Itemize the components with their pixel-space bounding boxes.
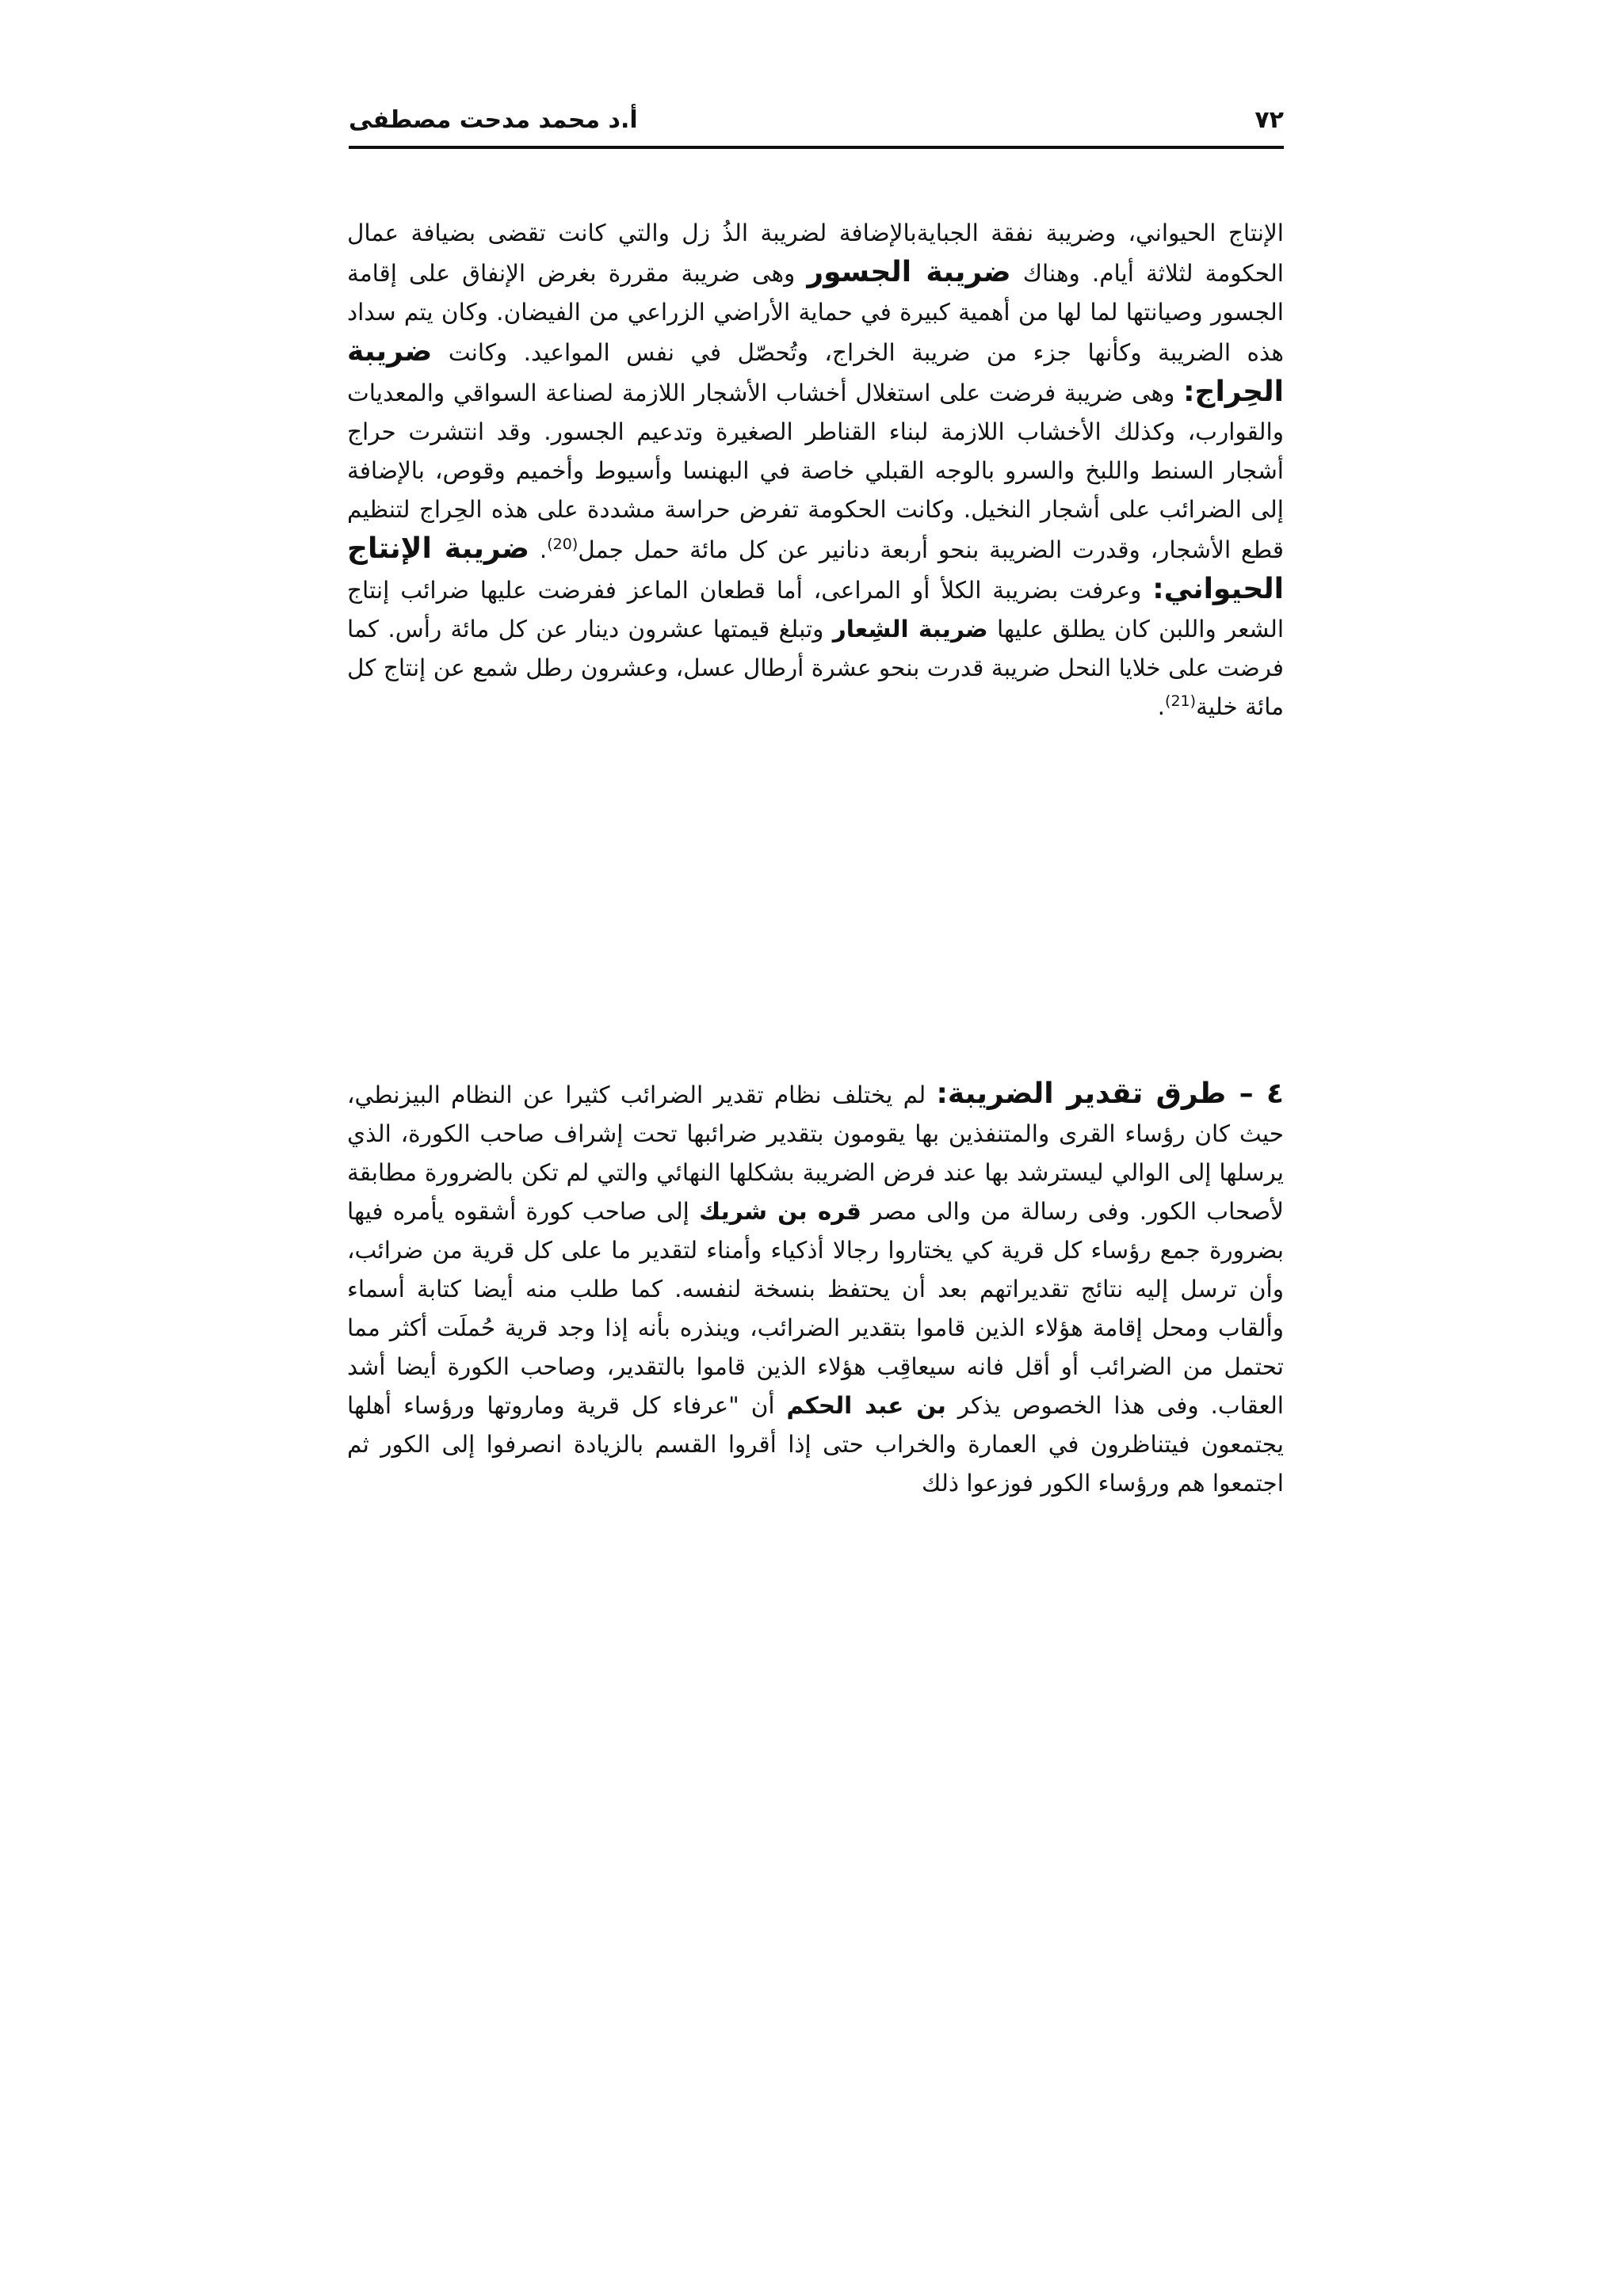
paragraph-tax-assessment xyxy=(347,1074,1284,1503)
text-run: إلى صاحب كورة أشقوه يأمره فيها بضرورة جمع رؤساء كل قرية كي يختاروا رجالا أذكياء وأمناء لتقدير ما على كل قرية من ضرائب، وأن ترسل إليه نتائج تقديراتهم بعد أن يحتفظ بنسخة لنفسه. كما طلب منه أيضا كتابة أسماء وألقاب ومحل إقامة هؤلاء الذين قاموا بتقدير الضرائب، وينذره بأنه إذا وجد قرية حُملَت أكثر مما تحتمل من الضرائب أو أقل فانه سيعاقِب هؤلاء الذين قاموا بالتقدير، وصاحب الكورة أيضا أشد العقاب. وفى هذا الخصوص يذكر xyxy=(347,1198,1284,1419)
text-run: لم يختلف نظام تقدير الضرائب كثيرا عن النظام البيزنطي، حيث كان رؤساء القرى والمتنفذين بها يقومون بتقدير ضرائبها تحت إشراف صاحب الكورة، الذي يرسلها إلى الوالي ليسترشد بها عند فرض الضريبة بشكلها النهائي والتي لم تكن بالضرورة مطابقة لأصحاب الكور. وفى رسالة من والى مصر xyxy=(347,1081,1284,1225)
text-run: أن "عرفاء كل قرية وماروتها ورؤساء أهلها يجتمعون فيتناظرون في العمارة والخراب حتى إذا أقروا القسم بالزيادة انصرفوا إلى الكور ثم اجتمعوا هم ورؤساء الكور فوزعوا ذلك xyxy=(347,1392,1284,1497)
page-number: ٧٢ xyxy=(1254,106,1284,134)
paragraph-tax-types xyxy=(347,214,1284,727)
term-hair-tax: ضريبة الشِعار xyxy=(832,616,988,643)
running-header-author: أ.د محمد مدحت مصطفى xyxy=(349,106,638,134)
text-run: الإنتاج الحيواني، وضريبة نفقة الجبايةبالإضافة لضريبة الذُ زل والتي كانت تقضى بضيافة عمال الحكومة لثلاثة أيام. وهناك xyxy=(347,219,1284,287)
term-forest-tax: ضريبة الحِراج: xyxy=(347,335,1284,408)
text-run: وتبلغ قيمتها عشرون دينار عن كل مائة رأس. كما فرضت على خلايا النحل ضريبة قدرت بنحو عشرة أرطال عسل، وعشرون رطل شمع عن إنتاج كل مائة خلية xyxy=(347,616,1284,720)
running-header xyxy=(349,97,1284,144)
footnote-ref-20: (20) xyxy=(547,536,579,554)
term-livestock-tax: ضريبة الإنتاج الحيواني: xyxy=(347,532,1284,605)
text-run: . xyxy=(529,536,548,563)
name-ibn-abd-al-hakam: بن عبد الحكم xyxy=(786,1392,946,1419)
footnote-ref-21: (21) xyxy=(1165,692,1197,711)
paragraph-text xyxy=(347,1074,1284,1503)
term-bridge-tax: ضريبة الجسور xyxy=(807,256,1011,288)
name-qurra-ibn-sharik: قره بن شريك xyxy=(699,1198,861,1225)
section-heading-assessment: ٤ – طرق تقدير الضريبة: xyxy=(936,1077,1284,1110)
text-run: وهى ضريبة مقررة بغرض الإنفاق على إقامة الجسور وصيانتها لما لها من أهمية كبيرة في حماية الأراضي الزراعي من الفيضان. وكان يتم سداد هذه الضريبة وكأنها جزء من ضريبة الخراج، وتُحصّل في نفس المواعيد. وكانت xyxy=(347,260,1284,366)
text-run: . xyxy=(1157,693,1166,720)
header-rule xyxy=(349,146,1284,149)
text-run: وهى ضريبة فرضت على استغلال أخشاب الأشجار اللازمة لصناعة السواقي والمعديات والقوارب، وكذلك الأخشاب اللازمة لبناء القناطر الصغيرة وتدعيم الجسور. وقد انتشرت حراج أشجار السنط واللبخ والسرو بالوجه القبلي خاصة في البهنسا وأسيوط وأخميم وقوص، بالإضافة إلى الضرائب على أشجار النخيل. وكانت الحكومة تفرض حراسة مشددة على هذه الحِراج لتنظيم قطع الأشجار، وقدرت الضريبة بنحو أربعة دنانير عن كل مائة حمل جمل xyxy=(347,379,1284,563)
paragraph-text xyxy=(347,214,1284,727)
text-run: وعرفت بضريبة الكلأ أو المراعى، أما قطعان الماعز ففرضت عليها ضرائب إنتاج الشعر واللبن كان يطلق عليها xyxy=(347,577,1285,643)
